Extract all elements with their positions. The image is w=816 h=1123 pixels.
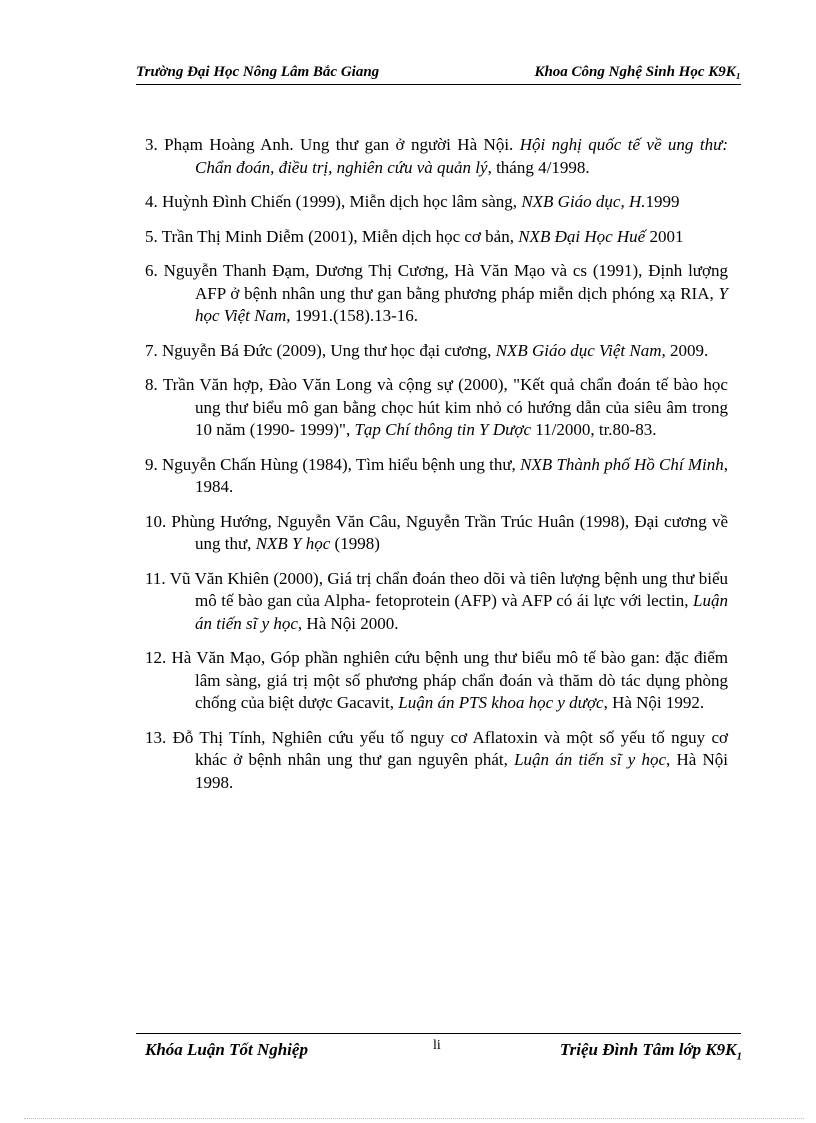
reference-item bbox=[145, 191, 728, 214]
reference-source: NXB Đại Học Huế bbox=[518, 226, 646, 246]
reference-tail: (1998) bbox=[330, 534, 380, 553]
reference-item bbox=[145, 260, 728, 328]
reference-number: 7. bbox=[145, 340, 158, 360]
reference-source: NXB Thành phố Hồ Chí Minh bbox=[520, 454, 724, 474]
reference-item bbox=[145, 454, 728, 499]
reference-tail: , Hà Nội 2000. bbox=[297, 613, 399, 633]
reference-source: NXB Y học bbox=[255, 534, 331, 553]
reference-text: Phùng Hướng, Nguyễn Văn Câu, Nguyễn Trần Trúc Huân (1998), Đại cương về ung thư, bbox=[171, 511, 728, 553]
reference-text: Phạm Hoàng Anh. Ung thư gan ở người Hà Nội. bbox=[164, 135, 520, 154]
reference-item bbox=[145, 727, 728, 795]
footer-divider bbox=[136, 1033, 741, 1034]
page-header bbox=[136, 62, 741, 85]
header-school: Trường Đại Học Nông Lâm Bắc Giang bbox=[136, 64, 380, 80]
reference-text: Nguyễn Thanh Đạm, Dương Thị Cương, Hà Văn Mạo và cs (1991), Định lượng AFP ở bệnh nhân ung thư gan bằng phương pháp miễn dịch phóng xạ RIA, bbox=[163, 261, 728, 303]
reference-tail: , 1984. bbox=[195, 454, 728, 496]
reference-text: Đỗ Thị Tính, Nghiên cứu yếu tố nguy cơ Aflatoxin và một số yếu tố nguy cơ khác ở bệnh nhân ung thư gan nguyên phát, bbox=[172, 727, 729, 769]
reference-number: 10. bbox=[145, 511, 167, 531]
reference-source: Luận án tiến sĩ y học bbox=[195, 591, 728, 633]
reference-number: 11. bbox=[145, 568, 166, 588]
reference-text: Trần Thị Minh Diễm (2001), Miễn dịch học cơ bản, bbox=[161, 226, 519, 246]
reference-tail: 11/2000, tr.80-83. bbox=[531, 420, 657, 439]
reference-source: Luận án PTS khoa học y dược bbox=[398, 693, 604, 712]
reference-item bbox=[145, 511, 728, 556]
reference-tail: , Hà Nội 1992. bbox=[603, 693, 705, 712]
reference-number: 4. bbox=[145, 192, 158, 211]
reference-tail: , 1991.(158).13-16. bbox=[286, 306, 419, 325]
reference-source: NXB Giáo dục, H. bbox=[521, 192, 646, 211]
reference-item bbox=[145, 340, 728, 363]
header-faculty: Khoa Công Nghệ Sinh Học K9K₁ bbox=[534, 64, 741, 80]
footer-thesis-label: Khóa Luận Tốt Nghiệp bbox=[145, 1040, 308, 1059]
reference-list bbox=[145, 134, 728, 806]
reference-item bbox=[145, 374, 728, 442]
reference-source: NXB Giáo dục Việt Nam bbox=[495, 340, 662, 360]
footer-author-sub: 1 bbox=[736, 1050, 742, 1063]
reference-number: 5. bbox=[145, 226, 158, 246]
reference-text: Hà Văn Mạo, Góp phần nghiên cứu bệnh ung thư biểu mô tế bào gan: đặc điểm lâm sàng, giá trị một số phương pháp chẩn đoán và thăm dò tác dụng phòng chống của biệt dược Gacavit, bbox=[171, 648, 729, 712]
footer-author-name: Triệu Đình Tâm lớp K9K bbox=[559, 1040, 737, 1059]
reference-number: 3. bbox=[145, 135, 158, 154]
reference-tail: , tháng 4/1998. bbox=[487, 157, 590, 177]
reference-text: Vũ Văn Khiên (2000), Giá trị chẩn đoán theo dõi và tiên lượng bệnh ung thư biểu mô tế bào gan của Alpha- fetoprotein (AFP) và AFP có ái lực với lectin, bbox=[169, 568, 728, 610]
reference-text: Trần Văn hợp, Đào Văn Long và cộng sự (2000), "Kết quả chẩn đoán tế bào học ung thư biểu mô gan bằng chọc hút kim nhỏ có hướng dẫn của siêu âm trong 10 năm (1990- 1999)", bbox=[162, 375, 728, 439]
reference-number: 6. bbox=[145, 261, 158, 280]
reference-tail: , 2009. bbox=[661, 340, 709, 360]
reference-item bbox=[145, 568, 728, 636]
reference-item bbox=[145, 134, 728, 179]
reference-number: 13. bbox=[145, 727, 167, 747]
reference-item bbox=[145, 226, 728, 249]
reference-text: Nguyễn Bá Đức (2009), Ung thư học đại cương, bbox=[162, 340, 496, 360]
reference-tail: 1999 bbox=[645, 192, 680, 211]
page-bottom-edge bbox=[24, 1118, 804, 1119]
reference-source: Hội nghị quốc tế về ung thư: Chẩn đoán, điều trị, nghiên cứu và quản lý bbox=[195, 135, 728, 177]
footer-author bbox=[560, 1040, 742, 1062]
reference-source: Tạp Chí thông tin Y Dược bbox=[354, 420, 532, 439]
reference-tail: , Hà Nội 1998. bbox=[195, 750, 729, 792]
reference-tail: 2001 bbox=[645, 226, 684, 246]
reference-number: 8. bbox=[145, 375, 158, 394]
reference-text: Nguyễn Chấn Hùng (1984), Tìm hiểu bệnh ung thư, bbox=[162, 454, 521, 474]
page-number: li bbox=[433, 1038, 441, 1053]
reference-number: 12. bbox=[145, 648, 167, 667]
page-footer bbox=[145, 1040, 750, 1064]
reference-number: 9. bbox=[145, 454, 158, 474]
reference-text: Huỳnh Đình Chiến (1999), Miễn dịch học lâm sàng, bbox=[162, 192, 522, 211]
reference-item bbox=[145, 647, 728, 715]
reference-source: Y học Việt Nam bbox=[195, 283, 728, 325]
reference-source: Luận án tiến sĩ y học bbox=[514, 750, 667, 769]
